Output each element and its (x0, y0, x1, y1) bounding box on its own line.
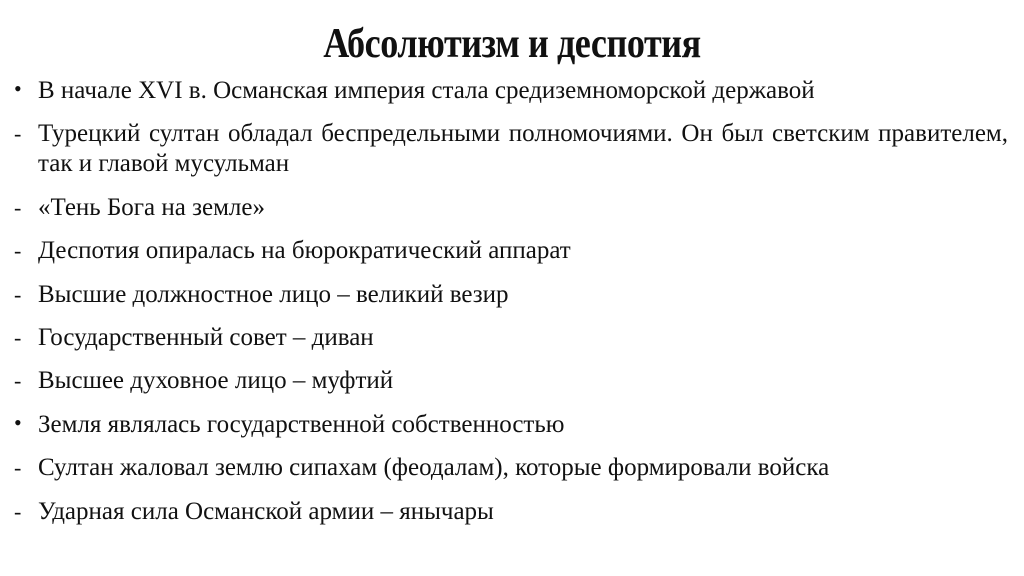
list-item (14, 497, 1008, 527)
list-item-text: Деспотия опиралась на бюрократический аппарат (38, 237, 571, 265)
dash-icon: - (14, 368, 22, 394)
list-item (14, 119, 1008, 179)
dash-icon: - (14, 498, 22, 524)
list-item-text: Султан жаловал землю сипахам (феодалам), которые формировали войска (38, 454, 830, 482)
dash-icon: - (14, 455, 22, 481)
dash-icon: - (14, 324, 22, 350)
list-item-text: Высшее духовное лицо – муфтий (38, 367, 394, 395)
slide-title: Абсолютизм и деспотия (323, 21, 701, 67)
list-item (14, 323, 1008, 353)
list-item-text: Турецкий султан обладал беспредельными полномочиями. Он был светским правителем, так и главой мусульман (38, 120, 1008, 178)
list-item-text: «Тень Бога на земле» (38, 193, 265, 221)
list-item (14, 280, 1008, 310)
dash-icon: - (14, 194, 22, 220)
bullet-icon: • (14, 409, 22, 435)
list-item-text: Ударная сила Османской армии – янычары (38, 497, 494, 525)
dash-icon: - (14, 281, 22, 307)
list-item-text: Государственный совет – диван (38, 323, 374, 351)
list-item-text: Высшие должностное лицо – великий везир (38, 280, 509, 308)
bullet-list (14, 76, 1008, 540)
list-item (14, 453, 1008, 483)
dash-icon: - (14, 238, 22, 264)
dash-icon: - (14, 121, 22, 147)
list-item-text: В начале XVI в. Османская империя стала средиземноморской державой (38, 77, 815, 104)
list-item (14, 410, 1008, 440)
list-item (14, 76, 1008, 106)
list-item-text: Земля являлась государственной собственностью (38, 410, 565, 438)
list-item (14, 193, 1008, 223)
list-item (14, 236, 1008, 266)
bullet-icon: • (14, 76, 22, 101)
list-item (14, 366, 1008, 396)
